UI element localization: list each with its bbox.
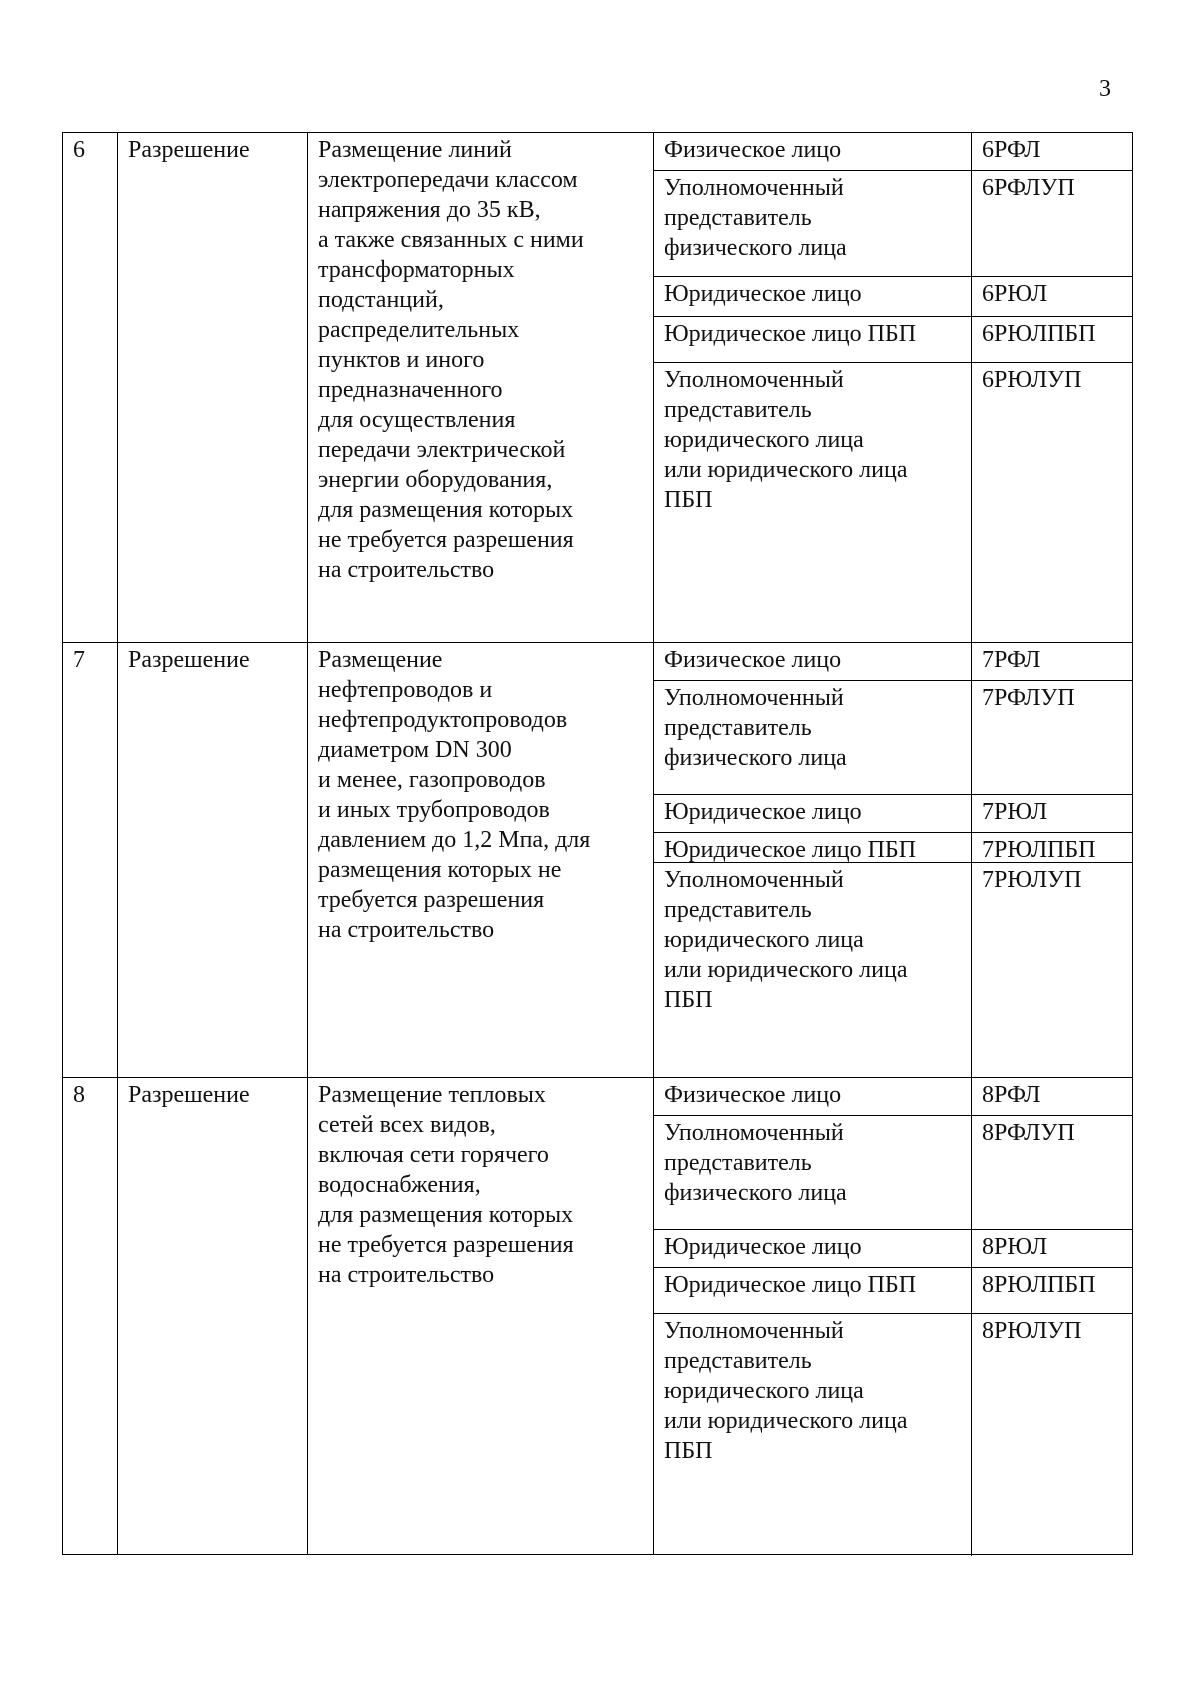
applicant-category: Уполномоченный представитель физического лица bbox=[654, 1116, 972, 1229]
applicant-code: 6РЮЛ bbox=[982, 281, 1048, 307]
applicant-row bbox=[654, 1078, 1132, 1116]
applicant-code: 6РФЛУП bbox=[982, 175, 1075, 201]
applicant-category: Физическое лицо bbox=[654, 133, 972, 170]
applicant-row bbox=[654, 681, 1132, 795]
permits-table bbox=[62, 132, 1133, 1555]
applicant-row bbox=[654, 1268, 1132, 1314]
row-number: 7 bbox=[63, 643, 118, 1077]
applicant-row bbox=[654, 317, 1132, 363]
applicant-code: 6РФЛ bbox=[982, 137, 1041, 163]
applicant-row bbox=[654, 1230, 1132, 1268]
applicant-code: 8РЮЛПБП bbox=[982, 1272, 1096, 1298]
applicant-code: 8РЮЛУП bbox=[982, 1318, 1082, 1344]
document-type: Разрешение bbox=[118, 1078, 308, 1554]
applicant-category: Юридическое лицо bbox=[654, 1230, 972, 1267]
applicant-code: 7РФЛУП bbox=[982, 685, 1075, 711]
applicant-code: 6РЮЛУП bbox=[982, 367, 1082, 393]
applicants-list bbox=[654, 643, 1132, 1077]
applicant-code: 8РФЛУП bbox=[982, 1120, 1075, 1146]
table-row bbox=[62, 1077, 1133, 1555]
table-row bbox=[62, 642, 1133, 1077]
applicant-code: 7РЮЛУП bbox=[982, 867, 1082, 893]
applicant-code: 7РЮЛ bbox=[982, 799, 1048, 825]
page-number: 3 bbox=[1099, 76, 1111, 102]
applicant-row bbox=[654, 795, 1132, 833]
applicant-category: Уполномоченный представитель юридического лица или юридического лица ПБП bbox=[654, 1314, 972, 1556]
applicant-code: 8РЮЛ bbox=[982, 1234, 1048, 1260]
applicant-category: Юридическое лицо ПБП bbox=[654, 317, 972, 362]
applicant-category: Юридическое лицо bbox=[654, 795, 972, 832]
applicant-row bbox=[654, 643, 1132, 681]
applicant-category: Уполномоченный представитель юридического лица или юридического лица ПБП bbox=[654, 363, 972, 643]
row-number: 8 bbox=[63, 1078, 118, 1554]
object-description: Размещение нефтепроводов и нефтепродуктопроводов диаметром DN 300 и менее, газопроводов и иных трубопроводов давлением до 1,2 Мпа, для размещения которых не требуется разрешения на строительство bbox=[308, 643, 654, 1077]
applicant-row bbox=[654, 277, 1132, 317]
applicant-code: 6РЮЛПБП bbox=[982, 321, 1096, 347]
applicant-category: Юридическое лицо bbox=[654, 277, 972, 316]
applicants-list bbox=[654, 1078, 1132, 1554]
applicant-row bbox=[654, 133, 1132, 171]
applicant-row bbox=[654, 171, 1132, 277]
applicant-row bbox=[654, 863, 1132, 1078]
document-type: Разрешение bbox=[118, 133, 308, 642]
row-number: 6 bbox=[63, 133, 118, 642]
applicant-row bbox=[654, 1314, 1132, 1556]
applicant-category: Юридическое лицо ПБП bbox=[654, 833, 972, 862]
object-description: Размещение линий электропередачи классом напряжения до 35 кВ, а также связанных с ними трансформаторных подстанций, распределительных пунктов и иного предназначенного для осуществления передачи электрической энергии оборудования, для размещения которых не требуется разрешения на строительство bbox=[308, 133, 654, 642]
applicant-category: Уполномоченный представитель физического лица bbox=[654, 681, 972, 794]
applicant-category: Физическое лицо bbox=[654, 1078, 972, 1115]
applicant-category: Уполномоченный представитель физического лица bbox=[654, 171, 972, 276]
applicant-category: Физическое лицо bbox=[654, 643, 972, 680]
applicant-code: 8РФЛ bbox=[982, 1082, 1041, 1108]
document-type: Разрешение bbox=[118, 643, 308, 1077]
applicant-code: 7РФЛ bbox=[982, 647, 1041, 673]
table-row bbox=[62, 132, 1133, 642]
applicant-category: Юридическое лицо ПБП bbox=[654, 1268, 972, 1313]
applicant-row bbox=[654, 833, 1132, 863]
object-description: Размещение тепловых сетей всех видов, включая сети горячего водоснабжения, для размещения которых не требуется разрешения на строительство bbox=[308, 1078, 654, 1554]
applicant-category: Уполномоченный представитель юридического лица или юридического лица ПБП bbox=[654, 863, 972, 1078]
applicant-row bbox=[654, 1116, 1132, 1230]
applicant-row bbox=[654, 363, 1132, 643]
applicant-code: 7РЮЛПБП bbox=[982, 837, 1096, 863]
table-body bbox=[62, 132, 1133, 1555]
applicants-list bbox=[654, 133, 1132, 642]
